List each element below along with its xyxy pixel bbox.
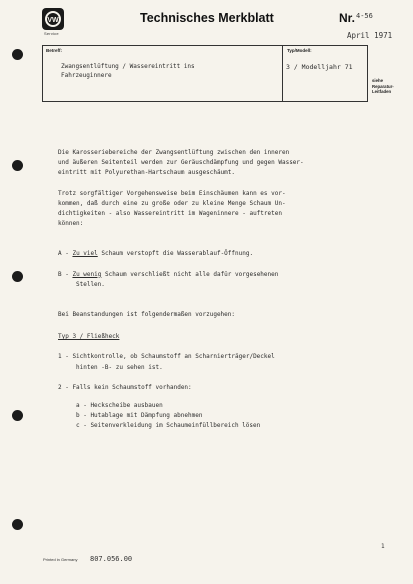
vw-logo-icon: VW bbox=[45, 11, 61, 27]
side-note-line: siehe bbox=[372, 78, 383, 83]
box-divider bbox=[282, 46, 283, 101]
instruction-intro: Bei Beanstandungen ist folgendermaßen vorzugehen: bbox=[58, 311, 236, 319]
printed-note: Printed in Germany bbox=[43, 557, 78, 562]
case-b-continued: Stellen. bbox=[76, 280, 105, 288]
case-b-keyword: Zu wenig bbox=[72, 270, 102, 278]
case-a-prefix: A - bbox=[58, 250, 73, 258]
step-1-continued: hinten -B- zu sehen ist. bbox=[76, 363, 163, 371]
typ-value: 3 / Modelljahr 71 bbox=[286, 63, 353, 71]
subject-line: Fahrzeuginnere bbox=[61, 71, 112, 79]
paragraph-line: können: bbox=[58, 220, 84, 228]
step-2: 2 - Falls kein Schaumstoff vorhanden: bbox=[58, 383, 192, 391]
vw-logo bbox=[42, 8, 64, 30]
paragraph-line: kommen, daß durch eine zu große oder zu kleine Menge Schaum Un- bbox=[58, 199, 286, 207]
case-b-prefix: B - bbox=[58, 270, 73, 278]
step-1: 1 - Sichtkontrolle, ob Schaumstoff an Scharnierträger/Deckel bbox=[58, 353, 275, 361]
subject-line: Zwangsentlüftung / Wassereintritt ins bbox=[61, 63, 195, 70]
punch-hole bbox=[12, 519, 23, 530]
punch-hole bbox=[12, 410, 23, 421]
number-label: Nr. bbox=[339, 11, 356, 25]
side-note bbox=[372, 78, 410, 95]
case-b bbox=[58, 270, 358, 280]
substep-a: a - Heckscheibe ausbauen bbox=[76, 402, 163, 410]
document-date: April 1971 bbox=[347, 31, 393, 40]
page-number: 1 bbox=[381, 543, 385, 550]
type-heading: Typ 3 / Fließheck bbox=[58, 333, 120, 341]
punch-hole bbox=[12, 160, 23, 171]
case-a bbox=[58, 249, 358, 259]
paragraph-line: und äußeren Seitenteil werden zur Geräuschdämpfung und gegen Wasser- bbox=[58, 159, 304, 167]
logo-caption: Service bbox=[44, 31, 59, 36]
side-note-line: Leitfaden bbox=[372, 89, 392, 94]
side-note-line: Reparatur- bbox=[372, 83, 394, 89]
subject-box bbox=[42, 45, 368, 102]
betreff-label: Betreff: bbox=[46, 48, 63, 53]
case-b-text: Schaum verschließt nicht alle dafür vorgesehenen bbox=[101, 270, 279, 278]
case-a-text: Schaum verstopft die Wasserablauf-Öffnung. bbox=[97, 250, 254, 258]
document-body bbox=[58, 148, 358, 432]
substep-c: c - Seitenverkleidung im Schaumeinfüllbereich lösen bbox=[76, 422, 261, 430]
paragraph-line: dichtigkeiten - also Wassereintritt im Wageninnere - auftreten bbox=[58, 210, 282, 218]
form-code: 807.056.00 bbox=[90, 555, 133, 563]
substep-b: b - Hutablage mit Dämpfung abnehmen bbox=[76, 412, 203, 420]
case-a-keyword: Zu viel bbox=[72, 250, 98, 258]
paragraph-line: Trotz sorgfältiger Vorgehensweise beim Einschäumen kann es vor- bbox=[58, 189, 286, 197]
punch-hole bbox=[12, 49, 23, 60]
document-title: Technisches Merkblatt bbox=[140, 11, 274, 25]
subject-text bbox=[61, 63, 271, 80]
punch-hole bbox=[12, 271, 23, 282]
typ-label: Typ/Modell: bbox=[287, 48, 312, 53]
number-value: 4-56 bbox=[356, 12, 373, 20]
paragraph-line: Die Karosseriebereiche der Zwangsentlüftung zwischen den inneren bbox=[58, 149, 290, 156]
paragraph-line: eintritt mit Polyurethan-Hartschaum ausgeschäumt. bbox=[58, 169, 236, 177]
